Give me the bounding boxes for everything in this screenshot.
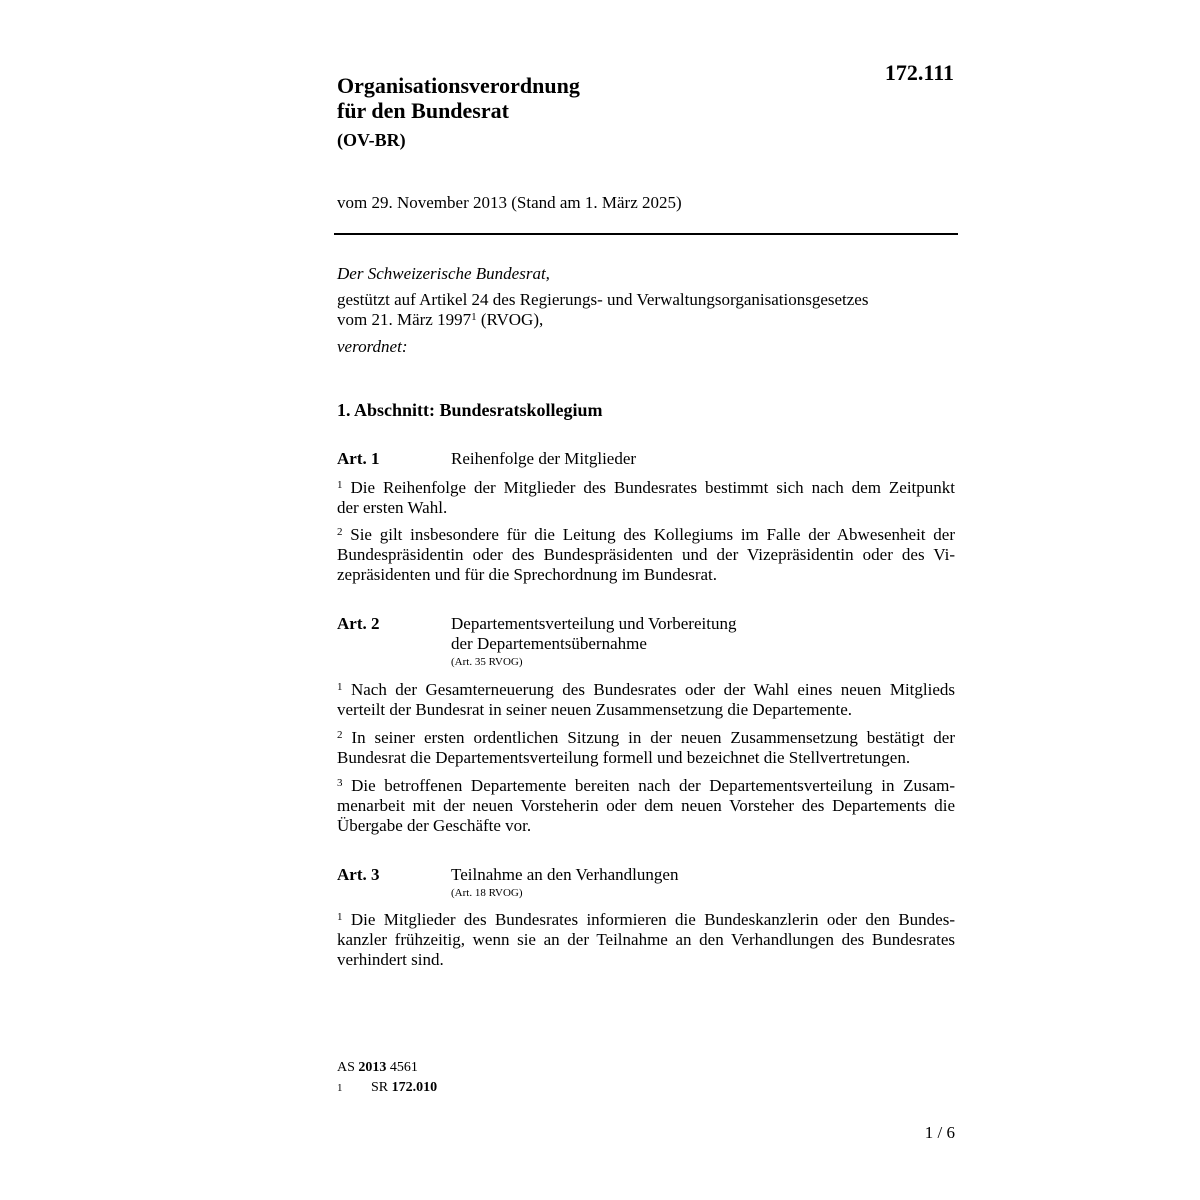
paragraph-line: Bundespräsidentin oder des Bundespräsidenten und der Vizepräsidentin oder des Vi-: [337, 545, 955, 564]
paragraph-number: 2: [337, 526, 343, 538]
paragraph-number: 3: [337, 777, 343, 789]
preamble-basis-abbr: (RVOG),: [476, 310, 544, 329]
article-2-paragraph-3: [337, 776, 955, 836]
paragraph-number: 1: [337, 681, 343, 693]
as-year: 2013: [358, 1060, 387, 1075]
footnote-ref-1[interactable]: 1: [471, 311, 477, 323]
paragraph-line: verteilt der Bundesrat in seiner neuen Zusammensetzung die Departemente.: [337, 700, 853, 719]
paragraph-text: In seiner ersten ordentlichen Sitzung in der neuen Zusammensetzung bestätigt der: [342, 728, 955, 747]
section-heading: 1. Abschnitt: Bundesratskollegium: [337, 400, 603, 420]
article-2-paragraph-1: [337, 680, 955, 720]
article-3-paragraph-1: [337, 910, 955, 970]
as-prefix: AS: [337, 1060, 359, 1075]
header-divider: [334, 233, 958, 235]
paragraph-line: der ersten Wahl.: [337, 498, 448, 517]
article-2-label: Art. 2: [337, 614, 380, 633]
paragraph-text: Die betroffenen Departemente bereiten nach der Departementsverteilung in Zusam-: [342, 776, 955, 795]
paragraph-text: Die Reihenfolge der Mitglieder des Bundesrates bestimmt sich nach dem Zeitpunkt: [342, 478, 955, 497]
paragraph-text: Nach der Gesamterneuerung des Bundesrates oder der Wahl eines neuen Mitglieds: [342, 680, 955, 699]
article-1-label: Art. 1: [337, 449, 380, 468]
article-2-reference: (Art. 35 RVOG): [451, 656, 523, 668]
title-abbreviation: (OV-BR): [337, 130, 406, 150]
page-number: 1 / 6: [924, 1123, 955, 1142]
paragraph-line: [337, 910, 955, 930]
paragraph-line: Bundesrat die Departementsverteilung formell und bezeichnet die Stellvertretungen.: [337, 748, 911, 767]
article-1-paragraph-2: [337, 525, 955, 585]
article-3-reference: (Art. 18 RVOG): [451, 887, 523, 899]
title-line-1: Organisationsverordnung: [337, 73, 580, 98]
paragraph-line: [337, 525, 955, 545]
preamble-legal-basis: [337, 290, 955, 330]
paragraph-line: kanzler frühzeitig, wenn sie an der Teilnahme an den Verhandlungen des Bundesrates: [337, 930, 955, 949]
paragraph-number: 2: [337, 729, 343, 741]
paragraph-line: Übergabe der Geschäfte vor.: [337, 816, 532, 835]
paragraph-number: 1: [337, 479, 343, 491]
preamble-basis-line-2: [337, 310, 955, 330]
article-2-title-line-1: Departementsverteilung und Vorbereitung: [451, 614, 737, 633]
article-3-title-line: Teilnahme an den Verhandlungen: [451, 865, 679, 884]
paragraph-line: menarbeit mit der neuen Vorsteherin oder dem neuen Vorsteher des Departements die: [337, 796, 955, 815]
footnote-1: [337, 1078, 437, 1098]
footnote-1-prefix: SR: [371, 1080, 392, 1095]
article-1-title: [451, 449, 636, 469]
preamble-authority: Der Schweizerische Bundesrat,: [337, 264, 550, 283]
paragraph-line: verhindert sind.: [337, 950, 444, 969]
paragraph-text: Sie gilt insbesondere für die Leitung des Kollegiums im Falle der Abwesenheit der: [342, 525, 955, 544]
article-2-title-line-2: der Departementsübernahme: [451, 634, 647, 653]
paragraph-line: zepräsidenten und für die Sprechordnung im Bundesrat.: [337, 565, 718, 584]
document-title: [337, 73, 817, 123]
paragraph-number: 1: [337, 911, 343, 923]
article-3-title: [451, 865, 678, 900]
footnote-1-mark: 1: [337, 1082, 343, 1094]
paragraph-line: [337, 776, 955, 796]
article-2-paragraph-2: [337, 728, 955, 768]
sr-number: 172.111: [884, 60, 954, 85]
paragraph-text: Die Mitglieder des Bundesrates informieren die Bundeskanzlerin oder den Bundes-: [342, 910, 955, 929]
preamble-basis-line-1: gestützt auf Artikel 24 des Regierungs- und Verwaltungsorganisationsgesetzes: [337, 290, 869, 309]
document-date: vom 29. November 2013 (Stand am 1. März 2025): [337, 193, 682, 212]
article-2-title: [451, 614, 736, 669]
footnote-as-reference: [337, 1058, 437, 1078]
preamble-basis-date: vom 21. März 1997: [337, 310, 472, 329]
title-line-2: für den Bundesrat: [337, 98, 509, 123]
paragraph-line: [337, 680, 955, 700]
article-1-title-line: Reihenfolge der Mitglieder: [451, 449, 637, 468]
as-page: 4561: [386, 1060, 418, 1075]
article-1-paragraph-1: [337, 478, 955, 518]
article-3-label: Art. 3: [337, 865, 380, 884]
footnote-1-sr-link[interactable]: 172.010: [391, 1080, 438, 1095]
preamble-ordains: verordnet:: [337, 337, 408, 356]
footnotes: [337, 1058, 437, 1098]
paragraph-line: [337, 478, 955, 498]
paragraph-line: [337, 728, 955, 748]
